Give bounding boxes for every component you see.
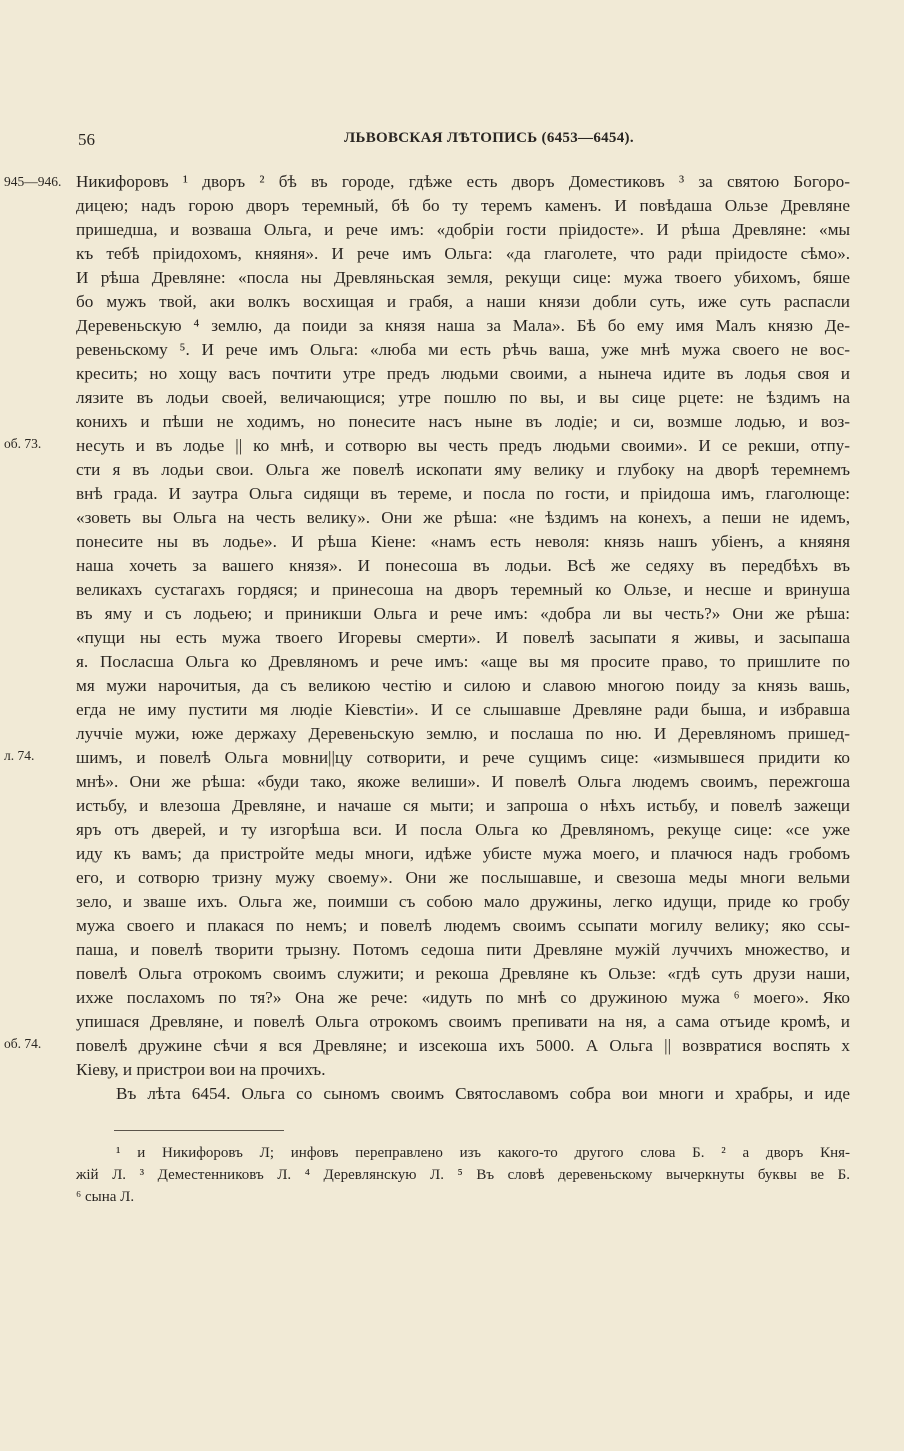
text-line: паша, и повелѣ творити трызну. Потомъ седоша пити Древляне мужій луччихъ множество, и (76, 940, 850, 959)
text-line: повелѣ дружине сѣчи я вся Древляне; и изсекоша ихъ 5000. А Ольга || возвратися воспять х (76, 1036, 850, 1055)
text-line: внѣ града. И заутра Ольга сидящи въ тереме, и посла по гости, и пріидоша имъ, глаголюще: (76, 484, 850, 503)
footnote-line: жій Л. ³ Деместенниковъ Л. ⁴ Деревлянскую Л. ⁵ Въ словѣ деревеньскому вычеркнуты буквы ве Б. (76, 1167, 850, 1183)
text-line: пришедша, и возваша Ольга, и рече имъ: «добріи гости пріидосте». И рѣша Древляне: «мы (76, 220, 850, 239)
text-line: «зоветь вы Ольга на честь велику». Они же рѣша: «не ѣздимъ на конехъ, а пеши не идемъ, (76, 508, 850, 527)
text-line: яръ отъ дверей, и ту изгорѣша вси. И посла Ольга ко Древляномъ, рекуще сице: «се уже (76, 820, 850, 839)
text-line: ревеньскому ⁵. И рече имъ Ольга: «люба ми есть рѣчь ваша, уже мнѣ мужа своего не вос- (76, 340, 850, 359)
text-line: мужа своего и плакася по немъ; и повелѣ людемъ своимъ ссыпати могилу велику; яко ссы- (76, 916, 850, 935)
text-line: кресить; но хощу васъ почтити утре предъ людьми своими, а нынеча идите въ лодья своя и (76, 364, 850, 383)
text-line: понесите ны въ лодье». И рѣша Кіене: «намъ есть неволя: князь нашъ убіенъ, а княяня (76, 532, 850, 551)
text-line: шимъ, и повелѣ Ольга мовни||цу сотворити, и рече сущимъ сице: «измывшеся придити ко (76, 748, 850, 767)
text-line: Никифоровъ ¹ дворъ ² бѣ въ городе, гдѣже есть дворъ Доместиковъ ³ за святою Богоро- (76, 172, 850, 191)
margin-folio-note: об. 74. (4, 1036, 42, 1051)
text-line: «пущи ны есть мужа твоего Игоревы смерти». И повелѣ засыпати я живы, и засыпаша (76, 628, 850, 647)
text-line: ихже послахомъ по тя?» Она же рече: «идуть по мнѣ со дружиною мужа ⁶ моего». Яко (76, 988, 850, 1007)
page-number: 56 (78, 130, 95, 149)
text-line: И рѣша Древляне: «посла ны Древляньская земля, рекущи сице: мужа твоего убихомъ, бяше (76, 268, 850, 287)
text-line: Деревеньскую ⁴ землю, да поиди за князя наша за Мала». Бѣ бо ему имя Малъ князю Де- (76, 316, 850, 335)
footnote-rule (114, 1130, 284, 1131)
text-line: въ яму и съ лодьею; и приникши Ольга и рече имъ: «добра ли вы честь?» Они же рѣша: (76, 604, 850, 623)
running-head: ЛЬВОВСКАЯ ЛѢТОПИСЬ (6453—6454). (344, 130, 634, 146)
text-line: зело, и зваше ихъ. Ольга же, поимши съ собою мало дружины, легко идущи, приде ко гробу (76, 892, 850, 911)
text-line: сти я въ лодьи свои. Ольга же повелѣ ископати яму велику и глубоку на дворѣ теремнемъ (76, 460, 850, 479)
text-line: Кіеву, и пристрои вои на прочихъ. (76, 1060, 326, 1079)
margin-year-note: 945—946. (4, 174, 62, 189)
text-line: истьбу, и влезоша Древляне, и начаше ся мыти; и запроша о нѣхъ истьбу, и повелѣ зажещи (76, 796, 850, 815)
text-line: луччіе мужи, юже держаху Деревеньскую землю, и послаша по ню. И Деревляномъ пришед- (76, 724, 850, 743)
text-line: несуть и въ лодье || ко мнѣ, и сотворю вы честь предъ людьми своими». И се рекши, отпу- (76, 436, 850, 455)
text-line: егда не иму пустити мя людіе Кіевстіи». И се слышавше Древляне ради быша, и избравша (76, 700, 850, 719)
margin-folio-note: л. 74. (4, 748, 35, 763)
text-line: конихъ и пѣши не ходимъ, но понесите насъ ныне въ лодіе; и си, возмше лодью, и воз- (76, 412, 850, 431)
text-line: я. Посласша Ольга ко Древляномъ и рече имъ: «аще вы мя просите право, то пришлите по (76, 652, 850, 671)
text-line: повелѣ Ольга отрокомъ своимъ служити; и рекоша Древляне къ Ользе: «гдѣ суть друзи наши, (76, 964, 850, 983)
text-line: мнѣ». Они же рѣша: «буди тако, якоже велиши». И повелѣ Ольга людемъ своимъ, пережгоша (76, 772, 850, 791)
text-line: Въ лѣта 6454. Ольга со сыномъ своимъ Святославомъ собра вои многи и храбры, и иде (116, 1084, 850, 1103)
text-line: упишася Древляне, и повелѣ Ольга отрокомъ своимъ препивати на ня, а сама отъиде кромѣ, и (76, 1012, 850, 1031)
text-line: великахъ сустагахъ гордяся; и принесоша на дворъ теремный ко Ользе, и несше и вринуша (76, 580, 850, 599)
margin-folio-note: об. 73. (4, 436, 42, 451)
footnote-line: ⁶ сына Л. (76, 1189, 135, 1205)
text-line: бо мужъ твой, аки волкъ восхищая и грабя, а наши князи добли суть, иже суть распасли (76, 292, 850, 311)
text-line: къ тебѣ пріидохомъ, княяня». И рече имъ Ольга: «да глаголете, что ради пріидосте сѣмо». (76, 244, 850, 263)
text-line: его, и сотворю тризну мужу своему». Они же послышавше, и свезоша меды многи вельми (76, 868, 850, 887)
footnote-line: ¹ и Никифоровъ Л; инфовъ переправлено изъ какого-то другого слова Б. ² а дворъ Кня- (116, 1145, 850, 1161)
text-line: мя мужи нарочитыя, да съ великою честію и силою и славою многою поиду за князь вашь, (76, 676, 850, 695)
text-line: лязите въ лодьи своей, величающися; утре пошлю по вы, и вы сице рцете: не ѣздимъ на (76, 388, 850, 407)
text-line: иду къ вамъ; да пристройте меды многи, идѣже убисте мужа моего, и плачюся надъ гробомъ (76, 844, 850, 863)
text-line: наша хочеть за вашего князя». И понесоша въ лодьи. Всѣ же седяху въ передбѣхъ въ (76, 556, 850, 575)
text-line: дицею; надъ горою дворъ теремный, бѣ бо ту теремъ каменъ. И повѣдаша Ользе Древляне (76, 196, 850, 215)
